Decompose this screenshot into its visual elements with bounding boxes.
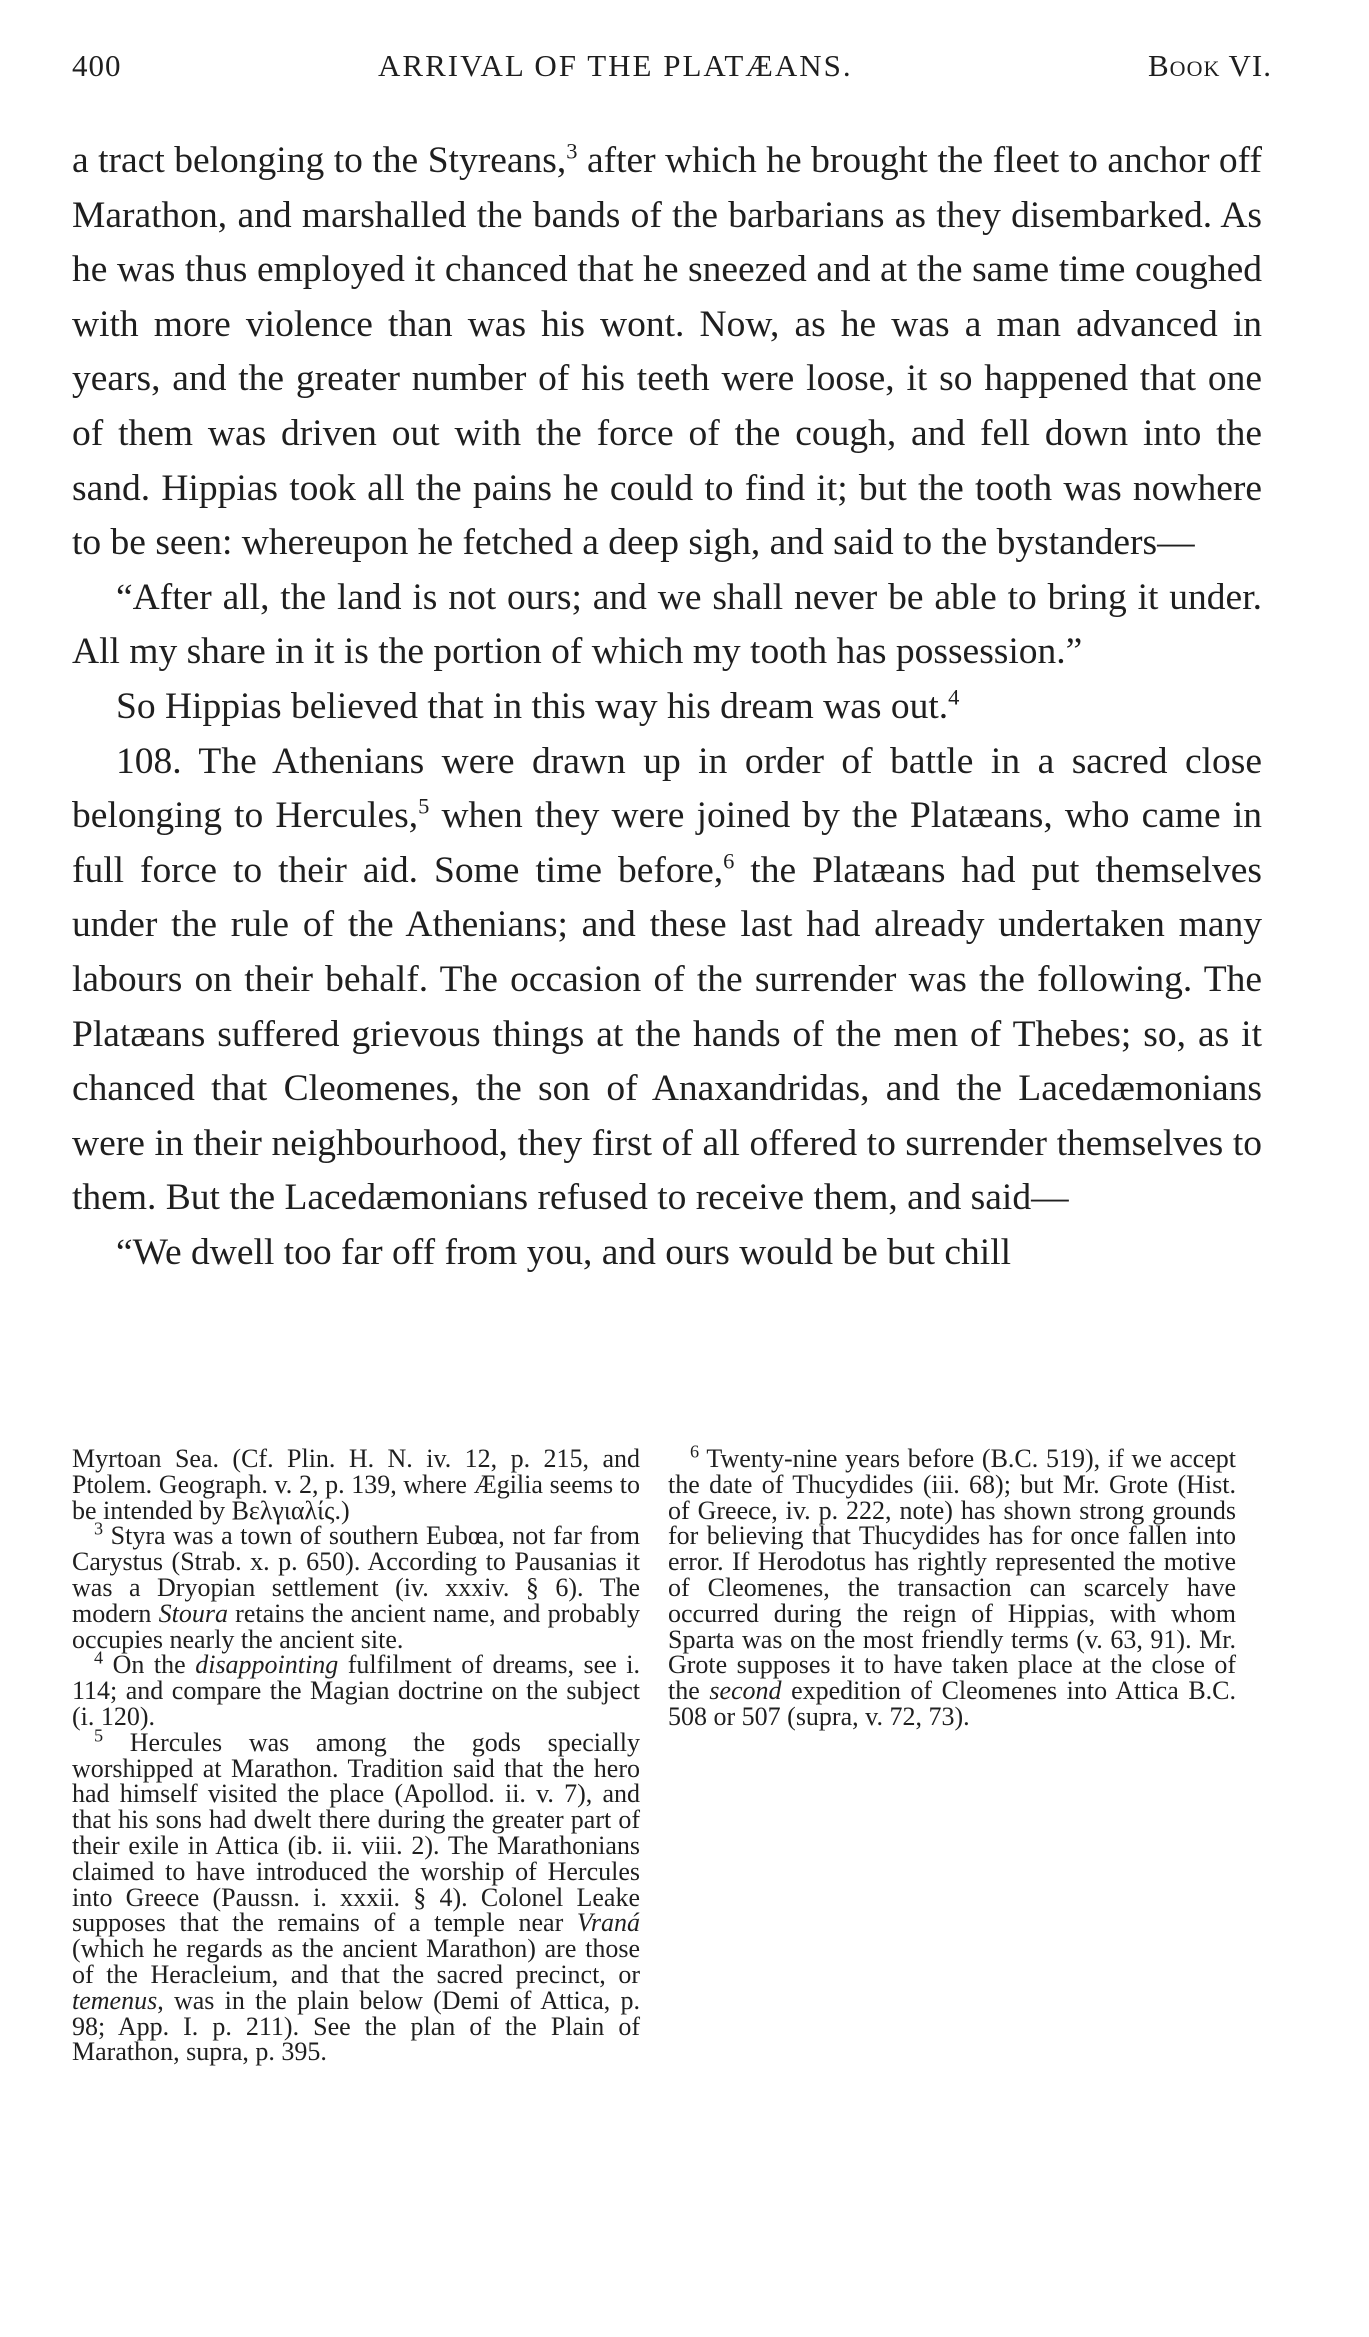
footnote-4: $^4$ On the disappointing fulfilment of dreams, see i. 114; and compare the Magian doctrine on the subject (i. 120). — [72, 1647, 640, 1731]
footnote-3: $^3$ Styra was a town of southern Eubœa, not far from Carystus (Strab. x. p. 650). According to Pausanias it was a Dryopian settlement (iv. xxxiv. § 6). The modern Stoura retains the ancient name, and probably occupies nearly the ancient site. — [72, 1518, 641, 1654]
book-label: Book VI. — [1148, 48, 1272, 83]
paragraph-dream: So Hippias believed that in this way his dream was out.$^4$ — [116, 684, 960, 727]
footnote-ref-3: 3 — [566, 138, 578, 164]
running-header — [72, 48, 1272, 98]
footnote-column-left — [72, 1446, 640, 2065]
footnote-continued: Myrtoan Sea. (Cf. Plin. H. N. iv. 12, p. 215, and Ptolem. Geograph. v. 2, p. 139, where Ægilia seems to be intended by Βελγιαλίς.) — [72, 1444, 640, 1525]
main-text — [72, 134, 1262, 1280]
footnote-column-right — [668, 1441, 1236, 1731]
footnote-ref-5: 5 — [418, 793, 430, 819]
paragraph-tooth: a tract belonging to the Styreans,$^3$ after which he brought the fleet to anchor off Marathon, and marshalled the bands of the barbarians as they disembarked. As he was thus employed it chanced that he sneezed and at the same time coughed with more violence than was his wont. Now, as he was a man advanced in years, and the greater number of his teeth were loose, it so happened that one of them was driven out with the force of the cough, and fell down into the sand. Hippias took all the pains he could to find it; but the tooth was nowhere to be seen: whereupon he fetched a deep sigh, and said to the bystanders— — [72, 138, 1262, 564]
paragraph-quote-hippias: “After all, the land is not ours; and we shall never be able to bring it under. All my share in it is the portion of which my tooth has possession.” — [72, 576, 1262, 673]
page-number: 400 — [72, 48, 122, 83]
footnote-ref-4: 4 — [948, 684, 960, 710]
paragraph-108: 108. The Athenians were drawn up in order of battle in a sacred close belonging to Hercules,$^5$ when they were joined by the Platæans, who came in full force to their aid. Some time before,$^6$ the Platæans had put themselves under the rule of the Athenians; and these last had already undertaken many labours on their behalf. The occasion of the surrender was the following. The Platæans suffered grievous things at the hands of the men of Thebes; so, as it chanced that Cleomenes, the son of Anaxandridas, and the Lacedæmonians were in their neighbourhood, they first of all offered to surrender themselves to them. But the Lacedæmonians refused to receive them, and said— — [72, 740, 1263, 1219]
footnote-6: $^6$ Twenty-nine years before (B.C. 519), if we accept the date of Thucydides (iii. 68); but Mr. Grote (Hist. of Greece, iv. p. 222, note) has shown strong grounds for believing that Thucydides has for once fallen into error. If Herodotus has rightly represented the motive of Cleomenes, the transaction can scarcely have occurred during the reign of Hippias, with whom Sparta was on the most friendly terms (v. 63, 91). Mr. Grote supposes it to have taken place at the close of the second expedition of Cleomenes into Attica B.C. 508 or 507 (supra, v. 72, 73). — [668, 1441, 1236, 1731]
footnote-5: $^5$ Hercules was among the gods specially worshipped at Marathon. Tradition said that the hero had himself visited the place (Apollod. ii. v. 7), and that his sons had dwelt there during the greater part of their exile in Attica (ib. ii. viii. 2). The Marathonians claimed to have introduced the worship of Hercules into Greece (Paussn. i. xxxii. § 4). Colonel Leake supposes that the remains of a temple near Vraná (which he regards as the ancient Marathon) are those of the Heracleium, and that the sacred precinct, or temenus, was in the plain below (Demi of Attica, p. 98; App. I. p. 211). See the plan of the Plain of Marathon, supra, p. 395. — [72, 1725, 640, 2067]
footnote-ref-6: 6 — [723, 848, 735, 874]
footnotes — [72, 1441, 1252, 2206]
running-title: ARRIVAL OF THE PLATÆANS. — [378, 48, 853, 83]
paragraph-quote-lacedaemonians: “We dwell too far off from you, and ours would be but chill — [116, 1231, 1012, 1273]
